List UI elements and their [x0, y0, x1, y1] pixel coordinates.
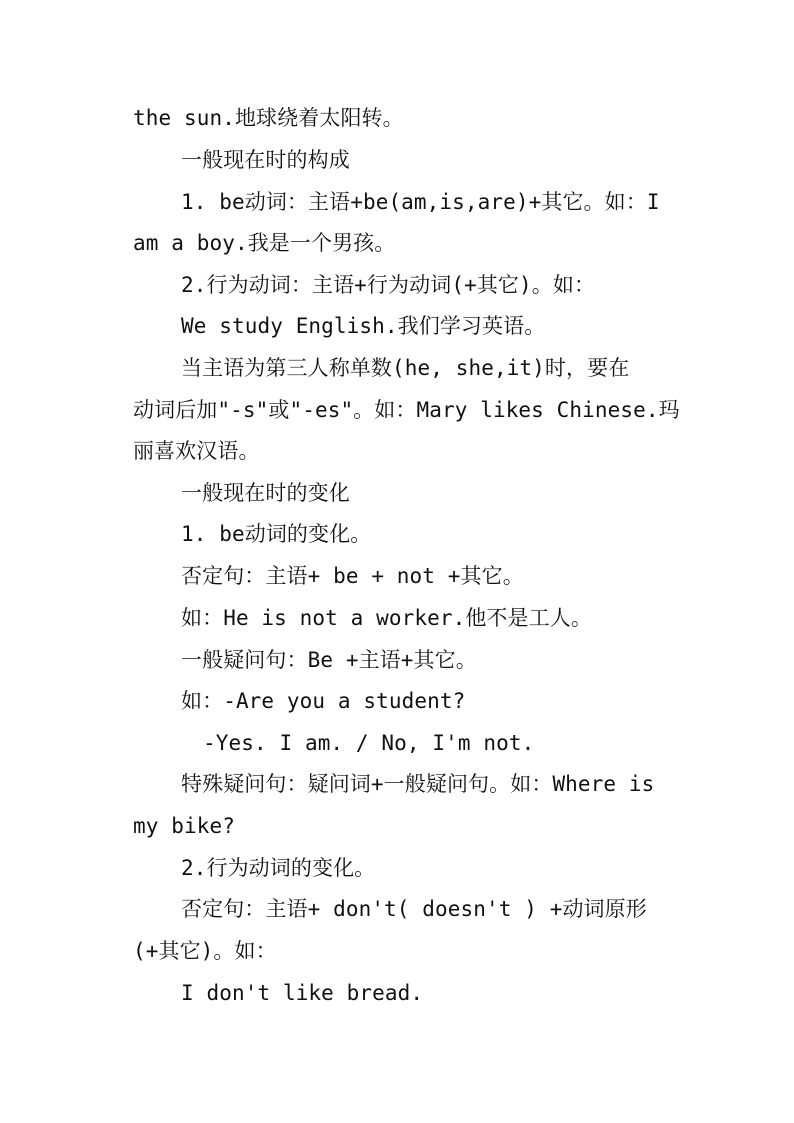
- text-line: am a boy.我是一个男孩。: [133, 231, 396, 255]
- text-line: -Yes. I am. / No, I'm not.: [203, 731, 535, 755]
- text-line: 1. be动词的变化。: [181, 522, 372, 546]
- text-line: 丽喜欢汉语。: [133, 439, 260, 463]
- text-line: my bike?: [133, 814, 235, 838]
- text-line: 否定句：主语+ don't( doesn't ) +动词原形: [181, 897, 647, 921]
- section-heading: 一般现在时的变化: [181, 481, 350, 505]
- text-line: 2.行为动词的变化。: [181, 856, 376, 880]
- text-line: 动词后加"-s"或"-es"。如：Mary likes Chinese.玛: [133, 398, 680, 422]
- text-line: 如：He is not a worker.他不是工人。: [181, 606, 592, 630]
- text-line: 否定句：主语+ be + not +其它。: [181, 564, 524, 588]
- text-line: 一般疑问句：Be +主语+其它。: [181, 648, 477, 672]
- text-line: We study English.我们学习英语。: [181, 314, 546, 338]
- text-line: I don't like bread.: [181, 981, 424, 1005]
- text-line: 特殊疑问句：疑问词+一般疑问句。如：Where is: [181, 772, 655, 796]
- text-line: 如：-Are you a student?: [181, 689, 466, 713]
- text-line: 当主语为第三人称单数(he, she,it)时，要在: [181, 356, 630, 380]
- text-line: the sun.地球绕着太阳转。: [133, 106, 404, 130]
- section-heading: 一般现在时的构成: [181, 148, 350, 172]
- text-line: 1. be动词：主语+be(am,is,are)+其它。如：I: [181, 190, 660, 214]
- text-line: (+其它)。如：: [133, 939, 277, 963]
- text-line: 2.行为动词：主语+行为动词(+其它)。如：: [181, 273, 596, 297]
